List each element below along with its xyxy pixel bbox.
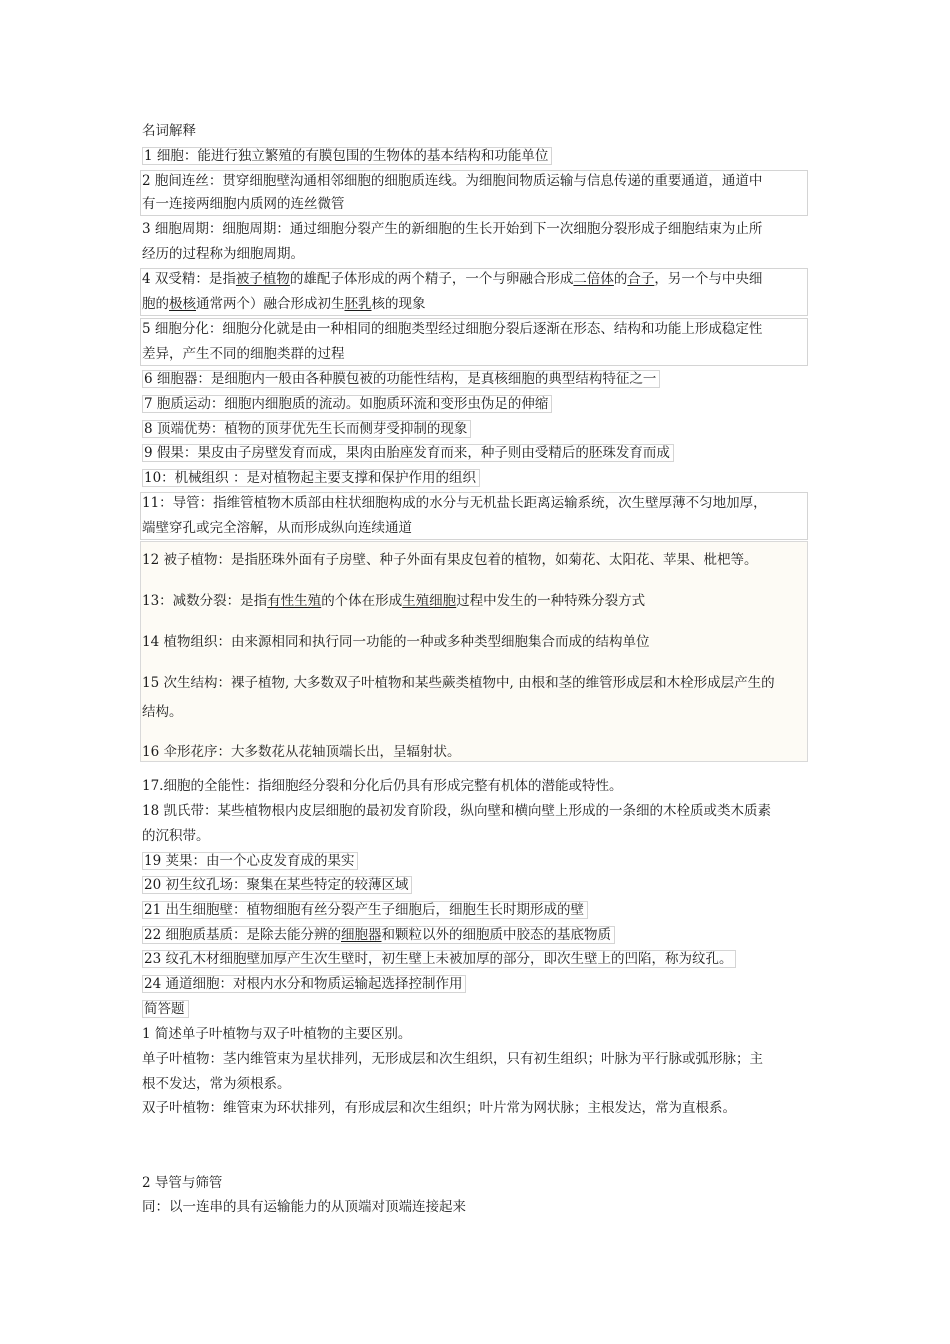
term-13: 13：减数分裂：是指有性生殖的个体在形成生殖细胞过程中发生的一种特殊分裂方式	[142, 593, 646, 609]
term-15-line-2: 结构。	[142, 704, 183, 720]
term-4-line-1: 4 双受精：是指被子植物的雄配子体形成的两个精子，一个与卵融合形成二倍体的合子，另一个与中央细	[142, 271, 763, 287]
term-8: 8 顶端优势：植物的顶芽优先生长而侧芽受抑制的现象	[142, 420, 471, 438]
term-18-line-1: 18 凯氏带：某些植物根内皮层细胞的最初发育阶段，纵向壁和横向壁上形成的一条细的木栓质或类木质素	[142, 803, 771, 819]
term-2-line-1: 2 胞间连丝：贯穿细胞壁沟通相邻细胞的细胞质连线。为细胞间物质运输与信息传递的重要通道，通道中	[142, 173, 763, 189]
term-3-line-2: 经历的过程称为细胞周期。	[142, 246, 304, 262]
term-5-line-2: 差异，产生不同的细胞类群的过程	[142, 346, 345, 362]
term-12: 12 被子植物：是指胚珠外面有子房壁、种子外面有果皮包着的植物，如菊花、太阳花、苹果、枇杷等。	[142, 552, 758, 568]
question-1-dicot: 双子叶植物：维管束为环状排列，有形成层和次生组织；叶片常为网状脉；主根发达，常为直根系。	[142, 1100, 736, 1116]
term-22: 22 细胞质基质：是除去能分辨的细胞器和颗粒以外的细胞质中胶态的基底物质	[142, 926, 615, 944]
question-2-title: 2 导管与筛管	[142, 1175, 223, 1191]
term-6: 6 细胞器：是细胞内一般由各种膜包被的功能性结构，是真核细胞的典型结构特征之一	[142, 370, 660, 388]
term-19: 19 荚果：由一个心皮发育成的果实	[142, 852, 358, 870]
term-20: 20 初生纹孔场：聚集在某些特定的较薄区域	[142, 876, 412, 894]
section-heading-terms: 名词解释	[142, 123, 196, 139]
term-15-line-1: 15 次生结构：裸子植物, 大多数双子叶植物和某些蕨类植物中, 由根和茎的维管形成层和木栓形成层产生的	[142, 675, 775, 691]
section-heading-short-answer: 简答题	[142, 1000, 189, 1018]
question-1-title: 1 简述单子叶植物与双子叶植物的主要区别。	[142, 1026, 412, 1042]
term-14: 14 植物组织：由来源相同和执行同一功能的一种或多种类型细胞集合而成的结构单位	[142, 634, 650, 650]
term-21: 21 出生细胞壁：植物细胞有丝分裂产生子细胞后，细胞生长时期形成的壁	[142, 901, 588, 919]
term-16: 16 伞形花序：大多数花从花轴顶端长出，呈辐射状。	[142, 744, 461, 760]
term-5-line-1: 5 细胞分化：细胞分化就是由一种相同的细胞类型经过细胞分裂后逐渐在形态、结构和功能上形成稳定性	[142, 321, 763, 337]
term-7: 7 胞质运动：细胞内细胞质的流动。如胞质环流和变形虫伪足的伸缩	[142, 395, 552, 413]
term-11-line-2: 端壁穿孔或完全溶解，从而形成纵向连续通道	[142, 520, 412, 536]
term-4-line-2: 胞的极核通常两个）融合形成初生胚乳核的现象	[142, 296, 426, 312]
question-1-monocot-line-2: 根不发达，常为须根系。	[142, 1076, 291, 1092]
term-24: 24 通道细胞：对根内水分和物质运输起选择控制作用	[142, 975, 466, 993]
term-3-line-1: 3 细胞周期：细胞周期：通过细胞分裂产生的新细胞的生长开始到下一次细胞分裂形成子细胞结束为止所	[142, 221, 763, 237]
term-11-line-1: 11：导管：指维管植物木质部由柱状细胞构成的水分与无机盐长距离运输系统，次生壁厚薄不匀地加厚，	[142, 495, 767, 511]
term-1: 1 细胞：能进行独立繁殖的有膜包围的生物体的基本结构和功能单位	[142, 147, 552, 165]
term-2-line-2: 有一连接两细胞内质网的连丝微管	[142, 196, 345, 212]
term-10: 10：机械组织 ：是对植物起主要支撑和保护作用的组织	[142, 469, 480, 487]
term-23: 23 纹孔木材细胞壁加厚产生次生壁时，初生壁上未被加厚的部分，即次生壁上的凹陷，称为纹孔。	[142, 950, 736, 968]
question-1-monocot-line-1: 单子叶植物：茎内维管束为星状排列，无形成层和次生组织，只有初生组织；叶脉为平行脉或弧形脉；主	[142, 1051, 763, 1067]
term-18-line-2: 的沉积带。	[142, 828, 210, 844]
question-2-same: 同：以一连串的具有运输能力的从顶端对顶端连接起来	[142, 1199, 466, 1215]
term-9: 9 假果：果皮由子房壁发育而成，果肉由胎座发育而来，种子则由受精后的胚珠发育而成	[142, 444, 674, 462]
term-17: 17.细胞的全能性：指细胞经分裂和分化后仍具有形成完整有机体的潜能或特性。	[142, 778, 623, 794]
